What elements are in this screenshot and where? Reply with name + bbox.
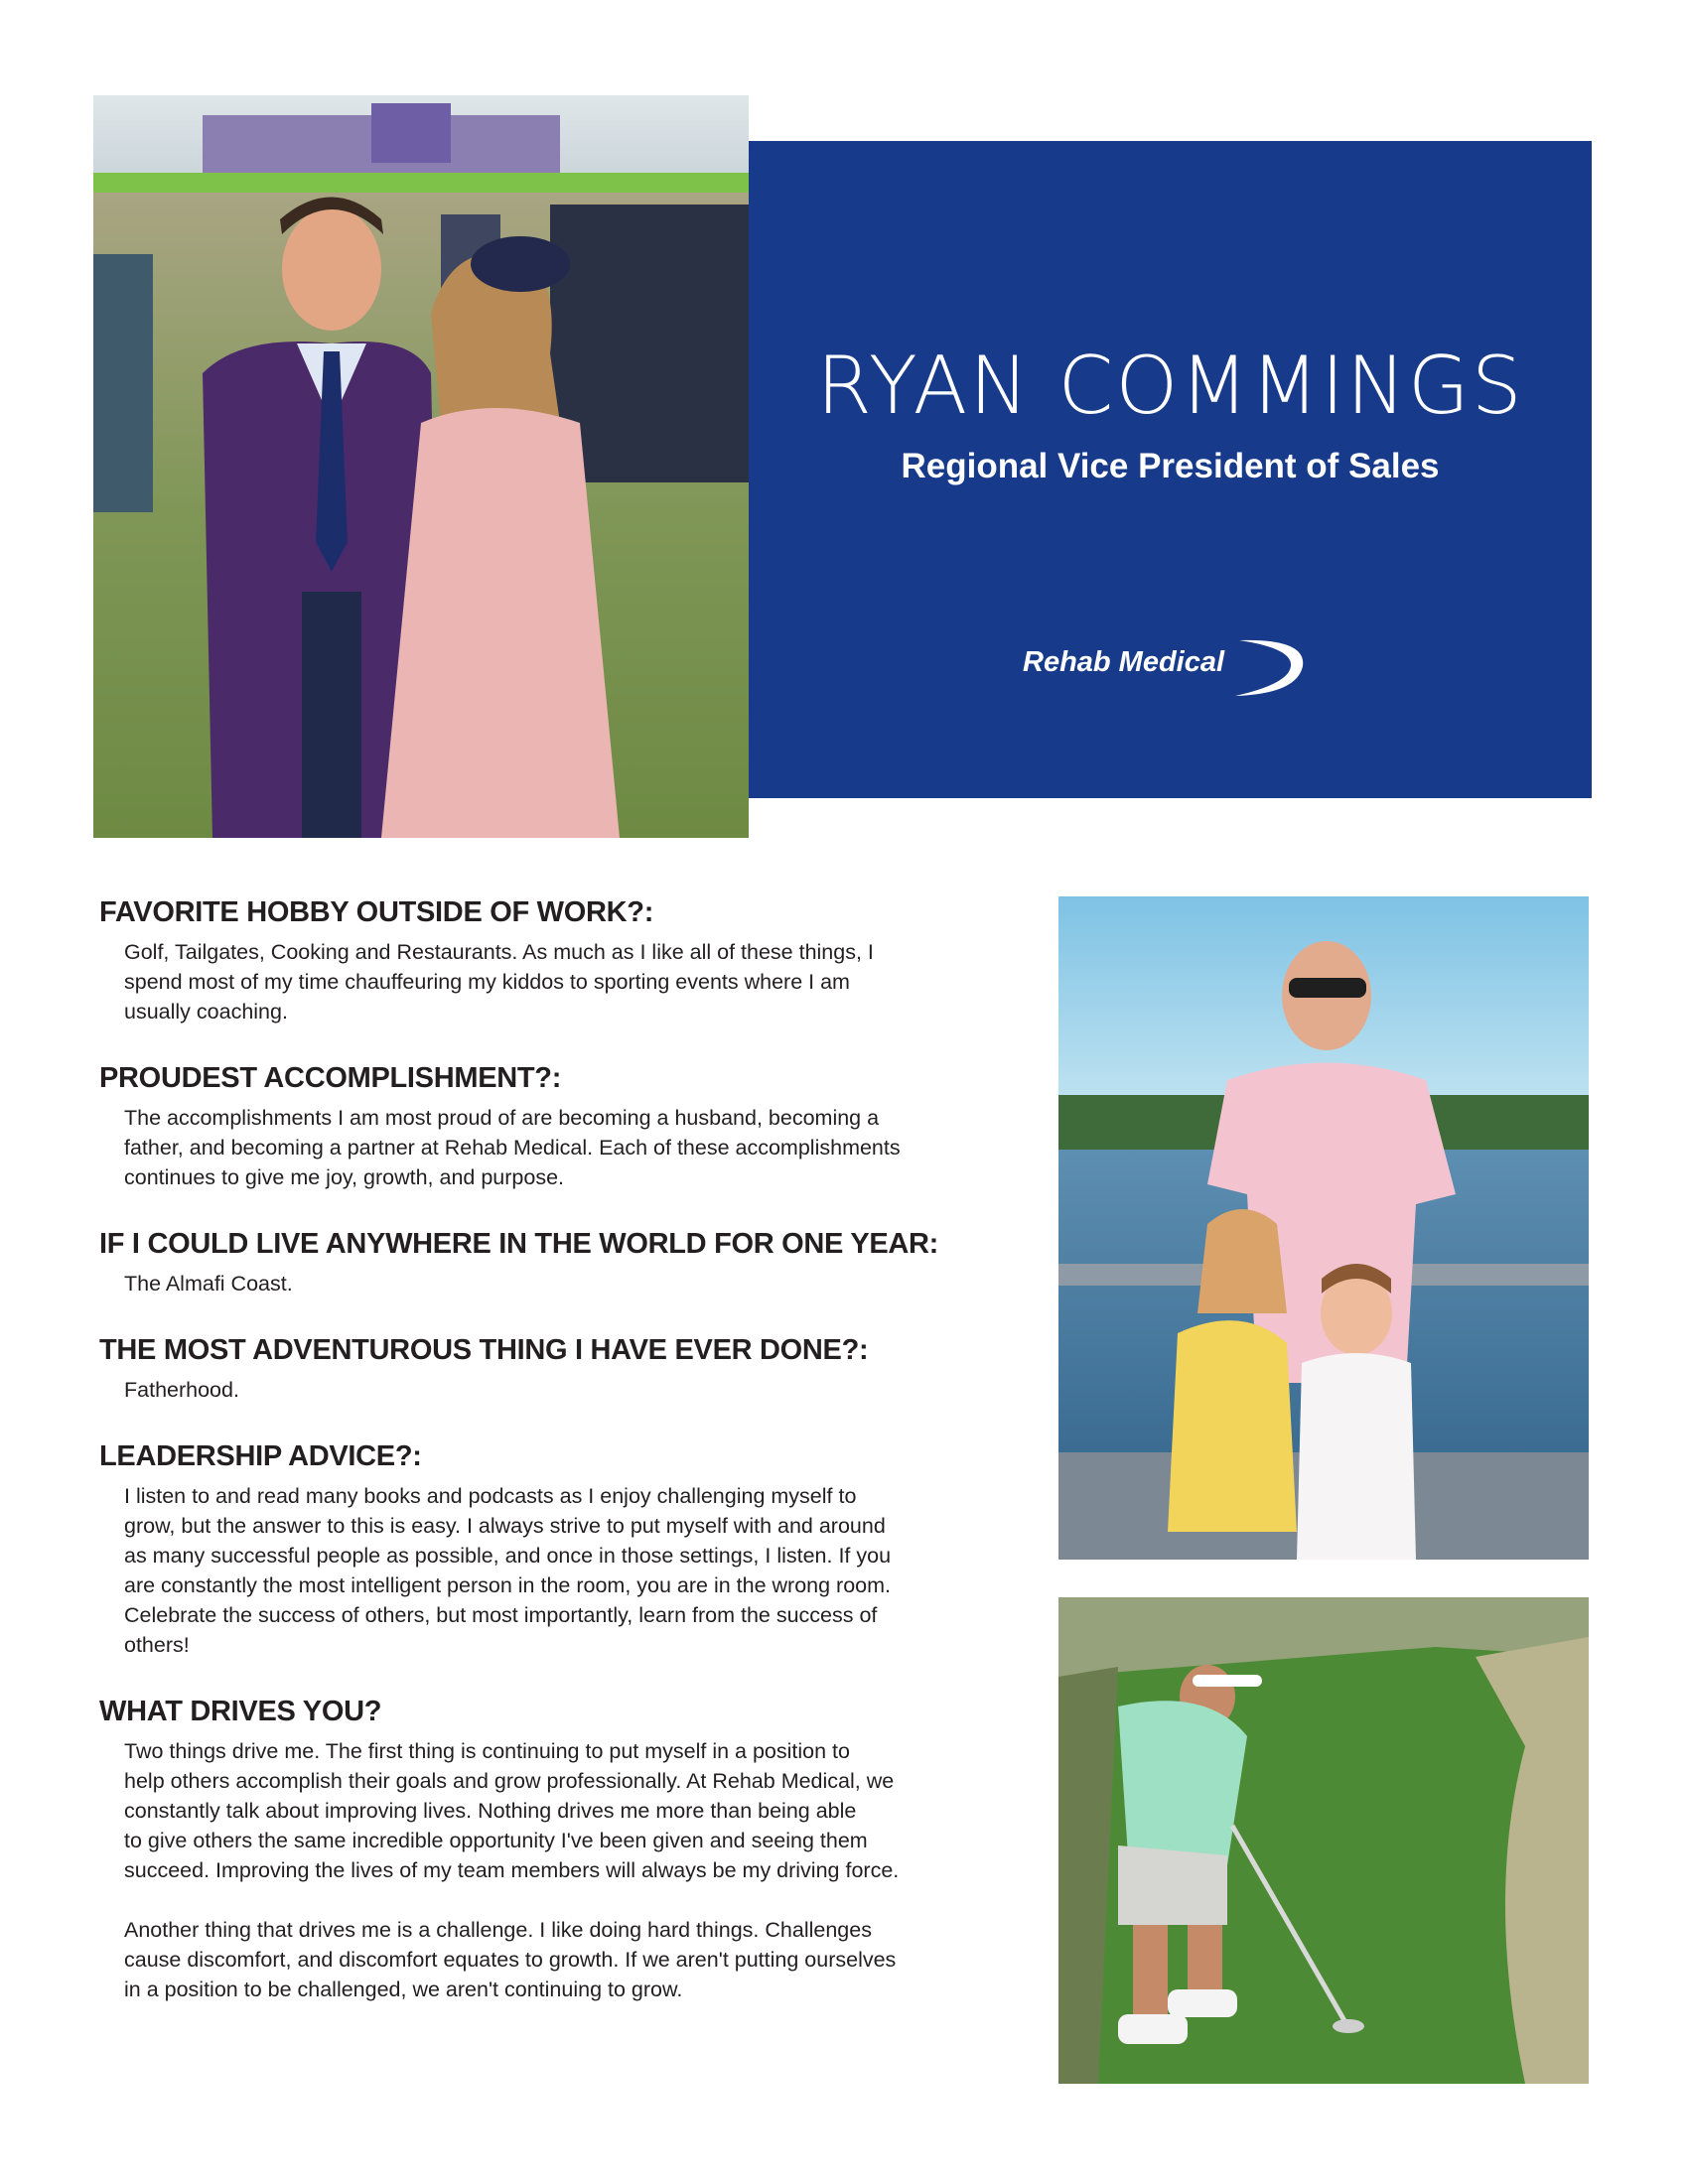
question-heading: PROUDEST ACCOMPLISHMENT?:	[99, 1062, 562, 1094]
profile-name: RYAN COMMINGS	[816, 340, 1524, 432]
photo-golf-swing	[1058, 1597, 1589, 2084]
qa-leadership	[99, 1440, 1033, 1660]
question-heading: FAVORITE HOBBY OUTSIDE OF WORK?:	[99, 896, 654, 928]
answer-text: Fatherhood.	[124, 1378, 239, 1402]
company-logo-text: Rehab Medical	[1023, 646, 1225, 678]
photo-family-waterfront	[1058, 896, 1589, 1560]
answer-text: Golf, Tailgates, Cooking and Restaurants. As much as I like all of these things, I spend most of my time chauffeuring my kiddos to sporting events where I am usually coaching.	[124, 940, 874, 1024]
photo-couple-racetrack	[93, 95, 749, 838]
question-heading: LEADERSHIP ADVICE?:	[99, 1440, 422, 1472]
answer-text: Two things drive me. The first thing is continuing to put myself in a position to help others accomplish their goals and grow professionally. At Rehab Medical, we constantly talk about improving lives. Nothing drives me more than being able to give others the same incredible opportunity I've been given and seeing them succeed. Improving the lives of my team members will always be my driving force.	[124, 1739, 900, 1882]
question-heading: THE MOST ADVENTUROUS THING I HAVE EVER DONE?:	[99, 1334, 869, 1366]
qa-adventurous	[99, 1334, 1033, 1405]
answer-text: I listen to and read many books and podcasts as I enjoy challenging myself to grow, but the answer to this is easy. I always strive to put myself with and around as many successful people as possible, and once in those settings, I listen. If you are constantly the most intelligent person in the room, you are in the wrong room. Celebrate the success of others, but most importantly, learn from the success of others!	[124, 1484, 892, 1657]
qa-live-anywhere	[99, 1228, 1033, 1298]
answer-text: Another thing that drives me is a challenge. I like doing hard things. Challenges cause discomfort, and discomfort equates to growth. If we aren't putting ourselves in a position to be challenged, we aren't continuing to grow.	[124, 1918, 897, 2001]
profile-title: Regional Vice President of Sales	[901, 447, 1440, 485]
answer-text: The Almafi Coast.	[124, 1272, 293, 1296]
swoosh-icon	[1199, 636, 1309, 698]
qa-accomplishment	[99, 1062, 1033, 1192]
qa-hobby	[99, 896, 1033, 1026]
qa-list	[99, 896, 1033, 2040]
company-logo	[1023, 634, 1311, 704]
qa-drives	[99, 1696, 1033, 2004]
answer-text: The accomplishments I am most proud of are becoming a husband, becoming a father, and becoming a partner at Rehab Medical. Each of these accomplishments continues to give me joy, growth, and purpose.	[124, 1106, 901, 1189]
question-heading: IF I COULD LIVE ANYWHERE IN THE WORLD FOR ONE YEAR:	[99, 1228, 939, 1260]
question-heading: WHAT DRIVES YOU?	[99, 1696, 382, 1727]
hero-banner	[749, 141, 1592, 798]
